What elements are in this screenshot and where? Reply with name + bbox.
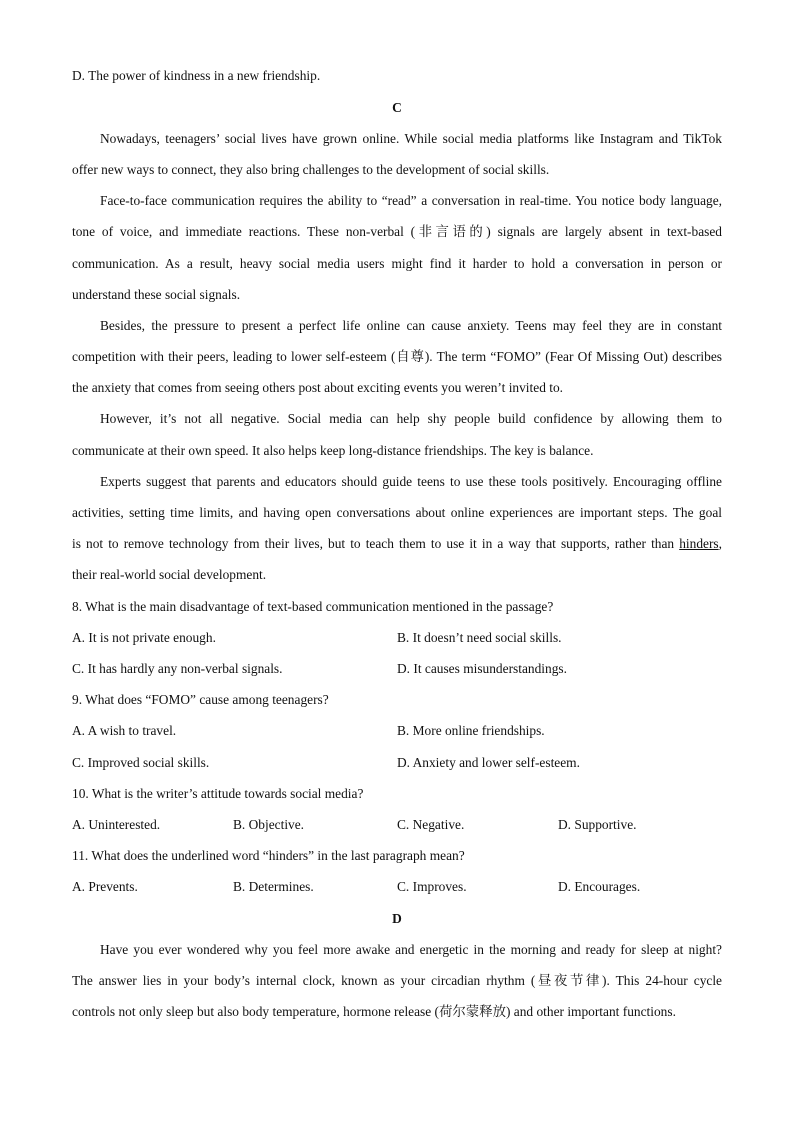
q9-option-a: A. A wish to travel. <box>72 723 177 738</box>
q9-option-d: D. Anxiety and lower self-esteem. <box>397 755 580 770</box>
passage-d-p1-line3: controls not only sleep but also body temperature, hormone release (荷尔蒙释放) and other important functions. <box>72 1004 676 1019</box>
question-9-stem: 9. What does “FOMO” cause among teenagers? <box>72 692 329 707</box>
q11-option-a: A. Prevents. <box>72 879 138 894</box>
passage-c-p3-line3: the anxiety that comes from seeing others post about exciting events you weren’t invited to. <box>72 380 563 395</box>
p5-line3-text: is not to remove technology from their lives, but to teach them to use it in a way that supports, rather than <box>72 536 675 551</box>
question-8-stem: 8. What is the main disadvantage of text-based communication mentioned in the passage? <box>72 599 554 614</box>
passage-c-p5-line3 <box>72 536 722 552</box>
q9-option-b: B. More online friendships. <box>397 723 545 738</box>
q11-option-d: D. Encourages. <box>558 879 641 894</box>
passage-c-p5-line4: their real-world social development. <box>72 567 267 582</box>
q9-option-c: C. Improved social skills. <box>72 755 210 770</box>
q11-option-c: C. Improves. <box>397 879 467 894</box>
passage-d-p1-line1: Have you ever wondered why you feel more awake and energetic in the morning and ready for sleep at night? <box>100 942 722 957</box>
passage-c-p2-line3: communication. As a result, heavy social media users might find it harder to hold a conversation in person or <box>72 256 722 271</box>
passage-c-p3-line2: competition with their peers, leading to lower self-esteem (自尊). The term “FOMO” (Fear Of Missing Out) describes <box>72 349 722 364</box>
passage-c-p2-line4: understand these social signals. <box>72 287 241 302</box>
passage-c-p2-line1: Face-to-face communication requires the ability to “read” a conversation in real-time. You notice body language, <box>100 193 722 208</box>
section-d-heading: D <box>392 911 402 926</box>
p5-line3-comma: , <box>718 536 722 551</box>
section-c-heading: C <box>392 100 402 115</box>
underlined-word-hinders: hinders <box>679 536 719 551</box>
question-11-stem: 11. What does the underlined word “hinders” in the last paragraph mean? <box>72 848 465 863</box>
passage-c-p5-line2: activities, setting time limits, and having open conversations about online experiences are important steps. The goal <box>72 505 722 520</box>
passage-c-p2-line2: tone of voice, and immediate reactions. These non-verbal (非言语的) signals are largely absent in text-based <box>72 224 722 239</box>
q11-option-b: B. Determines. <box>233 879 314 894</box>
passage-c-p1-line1: Nowadays, teenagers’ social lives have grown online. While social media platforms like Instagram and TikTok <box>100 131 722 146</box>
passage-c-p3-line1: Besides, the pressure to present a perfect life online can cause anxiety. Teens may feel they are in constant <box>100 318 722 333</box>
previous-option-d: D. The power of kindness in a new friendship. <box>72 68 321 83</box>
q10-option-d: D. Supportive. <box>558 817 637 832</box>
passage-c-p5-line1: Experts suggest that parents and educators should guide teens to use these tools positively. Encouraging offline <box>100 474 722 489</box>
q10-option-b: B. Objective. <box>233 817 305 832</box>
question-10-stem: 10. What is the writer’s attitude towards social media? <box>72 786 364 801</box>
passage-c-p4-line2: communicate at their own speed. It also helps keep long-distance friendships. The key is balance. <box>72 443 594 458</box>
passage-d-p1-line2: The answer lies in your body’s internal clock, known as your circadian rhythm (昼夜节律). This 24-hour cycle <box>72 973 722 988</box>
q8-option-c: C. It has hardly any non-verbal signals. <box>72 661 283 676</box>
passage-c-p1-line2: offer new ways to connect, they also bring challenges to the development of social skills. <box>72 162 550 177</box>
q8-option-b: B. It doesn’t need social skills. <box>397 630 562 645</box>
q10-option-c: C. Negative. <box>397 817 465 832</box>
q10-option-a: A. Uninterested. <box>72 817 161 832</box>
passage-c-p4-line1: However, it’s not all negative. Social media can help shy people build confidence by allowing them to <box>100 411 722 426</box>
q8-option-d: D. It causes misunderstandings. <box>397 661 567 676</box>
q8-option-a: A. It is not private enough. <box>72 630 216 645</box>
